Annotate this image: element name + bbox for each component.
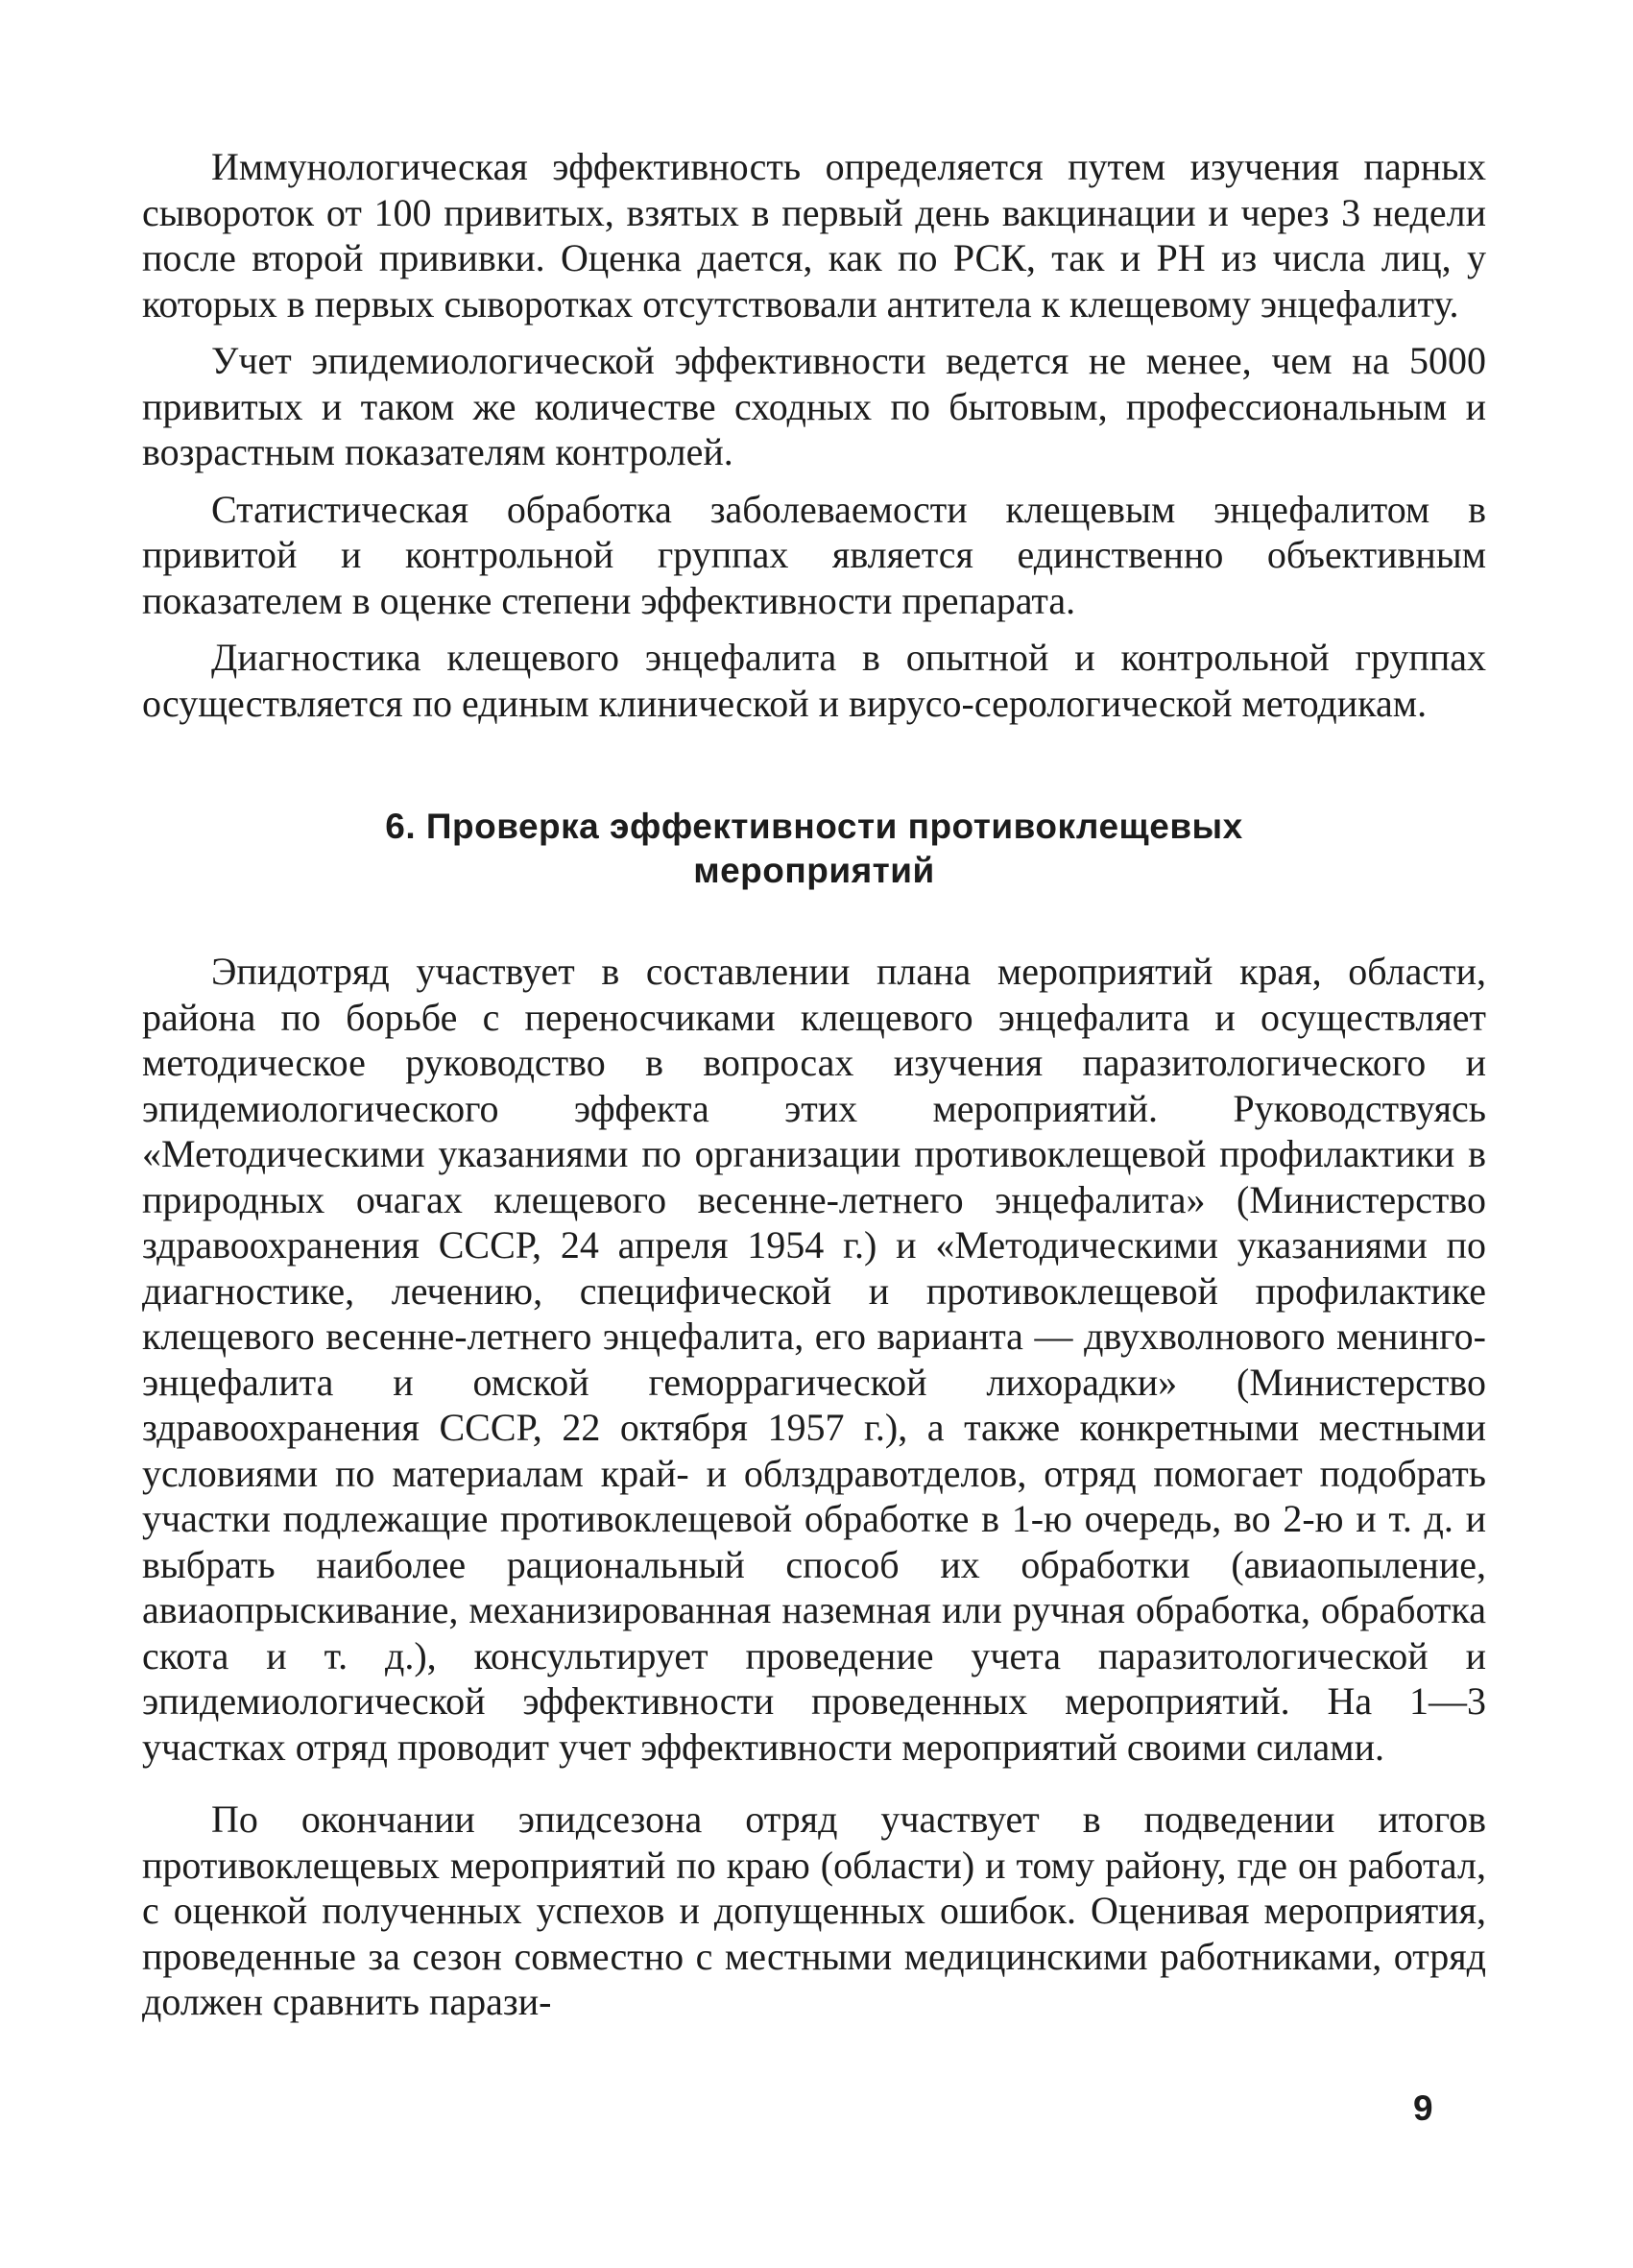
page-number: 9: [1413, 2088, 1433, 2128]
page-body: [142, 144, 1486, 2025]
paragraph-immunological-efficacy: Иммунологическая эффективность определяется путем изучения парных сывороток от 100 привитых, взятых в первый день вакцинации и через 3 недели после второй прививки. Оценка дается, как по РСК, так и РН из числа лиц, у которых в первых сыворотках отсутствовали антитела к клещевому энцефалиту.: [142, 145, 1486, 326]
paragraph-diagnostics: Диагностика клещевого энцефалита в опытной и контрольной группах осуществляется по единым клинической и вирусо-серологической методикам.: [142, 636, 1486, 725]
paragraph-statistical-processing: Статистическая обработка заболеваемости клещевым энцефалитом в привитой и контрольной группах является единственно объективным показателем в оценке степени эффективности препарата.: [142, 487, 1486, 622]
paragraph-season-summary: По окончании эпидсезона отряд участвует в подведении итогов противоклещевых мероприятий по краю (области) и тому району, где он работал, с оценкой полученных успехов и допущенных ошибок. Оценивая мероприятия, проведенные за сезон совместно с местными медицинскими работниками, отряд должен сравнить парази-: [142, 1798, 1486, 2023]
section-heading-line-1: 6. Проверка эффективности противоклещевых: [385, 807, 1243, 846]
paragraph-epidotryad-role: Эпидотряд участвует в составлении плана мероприятий края, области, района по борьбе с переносчиками клещевого энцефалита и осуществляет методическое руководство в вопросах изучения паразитологического и эпидемиологического эффекта этих мероприятий. Руководствуясь «Методическими указаниями по организации противоклещевой профилактики в природных очагах клещевого весенне-летнего энцефалита» (Министерство здравоохранения СССР, 24 апреля 1954 г.) и «Методическими указаниями по диагностике, лечению, специфической и противоклещевой профилактике клещевого весенне-летнего энцефалита, его варианта — двухволнового менинго-энцефалита и омской геморрагической лихорадки» (Министерство здравоохранения СССР, 22 октября 1957 г.), а также конкретными местными условиями по материалам край- и облздравотделов, отряд помогает подобрать участки подлежащие противоклещевой обработке в 1-ю очередь, во 2-ю и т. д. и выбрать наиболее рациональный способ их обработки (авиаопыление, авиаопрыскивание, механизированная наземная или ручная обработка, обработка скота и т. д.), консультирует проведение учета паразитологической и эпидемиологической эффективности проведенных мероприятий. На 1—3 участках отряд проводит учет эффективности мероприятий своими силами.: [142, 950, 1486, 1769]
section-heading: [142, 805, 1486, 893]
section-heading-line-2: мероприятий: [693, 851, 935, 890]
paragraph-epidemiological-efficacy: Учет эпидемиологической эффективности ведется не менее, чем на 5000 привитых и таком же количестве сходных по бытовым, профессиональным и возрастным показателям контролей.: [142, 339, 1486, 473]
